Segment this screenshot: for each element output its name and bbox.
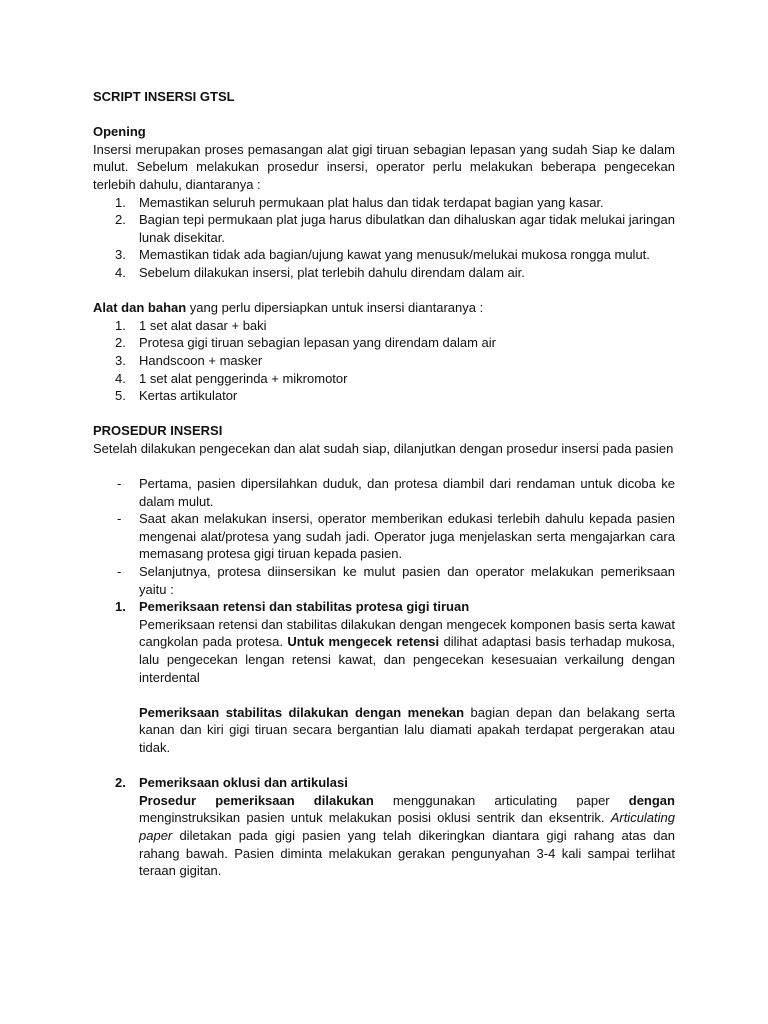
alat-bahan-list	[93, 317, 675, 405]
list-item: 1. 1 set alat dasar + baki	[115, 317, 267, 333]
opening-section	[93, 123, 675, 281]
list-item: 4. Sebelum dilakukan insersi, plat terlebih dahulu direndam dalam air.	[115, 264, 525, 280]
list-item: - Selanjutnya, protesa diinsersikan ke mulut pasien dan operator melakukan pemeriksaan yaitu :	[117, 564, 675, 597]
prosedur-dash-list	[93, 475, 675, 598]
step-heading: Pemeriksaan retensi dan stabilitas protesa gigi tiruan	[139, 599, 470, 615]
step-paragraph: Pemeriksaan stabilitas dilakukan dengan menekan bagian depan dan belakang serta kanan dan kiri gigi tiruan secara bergantian lalu diamati apakah terdapat pergerakan atau tidak.	[139, 704, 675, 755]
opening-checklist	[93, 194, 675, 282]
list-item: 2. Bagian tepi permukaan plat juga harus dibulatkan dan dihaluskan agar tidak melukai jaringan lunak disekitar.	[115, 212, 675, 245]
list-item: 3. Handscoon + masker	[115, 352, 263, 368]
step-retensi-stabilitas: 1. Pemeriksaan retensi dan stabilitas protesa gigi tiruan Pemeriksaan retensi dan stabilitas dilakukan dengan mengecek komponen basis serta kawat cangkolan pada protesa. Untuk mengecek retensi dilihat adaptasi basis terhadap mukosa, lalu pengecekan lengan retensi kawat, dan pengecekan kesesuaian verkailung dengan interdental Pemeriksaan stabilitas dilakukan dengan menekan bagian depan dan belakang serta kanan dan kiri gigi tiruan secara bergantian lalu diamati apakah terdapat pergerakan atau tidak.	[115, 599, 675, 755]
step-oklusi-artikulasi: 2. Pemeriksaan oklusi dan artikulasi Prosedur pemeriksaan dilakukan menggunakan articulating paper dengan menginstruksikan pasien untuk melakukan posisi oklusi sentrik dan eksentrik. Articulating paper diletakan pada gigi pasien yang telah dikeringkan diantara gigi rahang atas dan rahang bawah. Pasien diminta melakukan gerakan pengunyahan 3-4 kali sampai terlihat teraan gigitan.	[115, 775, 675, 879]
opening-heading: Opening	[93, 124, 146, 140]
list-item: 5. Kertas artikulator	[115, 388, 238, 404]
step-paragraph: Pemeriksaan retensi dan stabilitas dilakukan dengan mengecek komponen basis serta kawat cangkolan pada protesa. Untuk mengecek retensi dilihat adaptasi basis terhadap mukosa, lalu pengecekan lengan retensi kawat, dan pengecekan kesesuaian verkailung dengan interdental	[139, 616, 675, 685]
list-item: - Saat akan melakukan insersi, operator memberikan edukasi terlebih dahulu kepada pasien mengenai alat/protesa yang sudah jadi. Operator juga menjelaskan serta mengajarkan cara memasang protesa gigi tiruan kepada pasien.	[117, 511, 675, 562]
step-heading: Pemeriksaan oklusi dan artikulasi	[139, 775, 348, 791]
prosedur-heading: PROSEDUR INSERSI	[93, 423, 223, 439]
list-item: 4. 1 set alat penggerinda + mikromotor	[115, 370, 348, 386]
list-item: 2. Protesa gigi tiruan sebagian lepasan yang direndam dalam air	[115, 335, 496, 351]
opening-intro: Insersi merupakan proses pemasangan alat gigi tiruan sebagian lepasan yang sudah Siap ke dalam mulut. Sebelum melakukan prosedur insersi, operator perlu melakukan beberapa pengecekan terlebih dahulu, diantaranya :	[93, 141, 675, 192]
document-title: SCRIPT INSERSI GTSL	[93, 89, 235, 104]
prosedur-intro: Setelah dilakukan pengecekan dan alat sudah siap, dilanjutkan dengan prosedur insersi pada pasien	[93, 440, 674, 456]
list-item: - Pertama, pasien dipersilahkan duduk, dan protesa diambil dari rendaman untuk dicoba ke dalam mulut.	[117, 476, 675, 509]
list-item: 1. Memastikan seluruh permukaan plat halus dan tidak terdapat bagian yang kasar.	[115, 194, 604, 210]
list-item: 3. Memastikan tidak ada bagian/ujung kawat yang menusuk/melukai mukosa rongga mulut.	[115, 247, 650, 263]
alat-bahan-section	[93, 299, 675, 405]
step-paragraph: Prosedur pemeriksaan dilakukan menggunakan articulating paper dengan menginstruksikan pasien untuk melakukan posisi oklusi sentrik dan eksentrik. Articulating paper diletakan pada gigi pasien yang telah dikeringkan diantara gigi rahang atas dan rahang bawah. Pasien diminta melakukan gerakan pengunyahan 3-4 kali sampai terlihat teraan gigitan.	[139, 792, 675, 879]
document-page	[93, 88, 675, 880]
prosedur-section	[93, 422, 675, 879]
alat-bahan-heading: Alat dan bahan yang perlu dipersiapkan untuk insersi diantaranya :	[93, 300, 484, 316]
